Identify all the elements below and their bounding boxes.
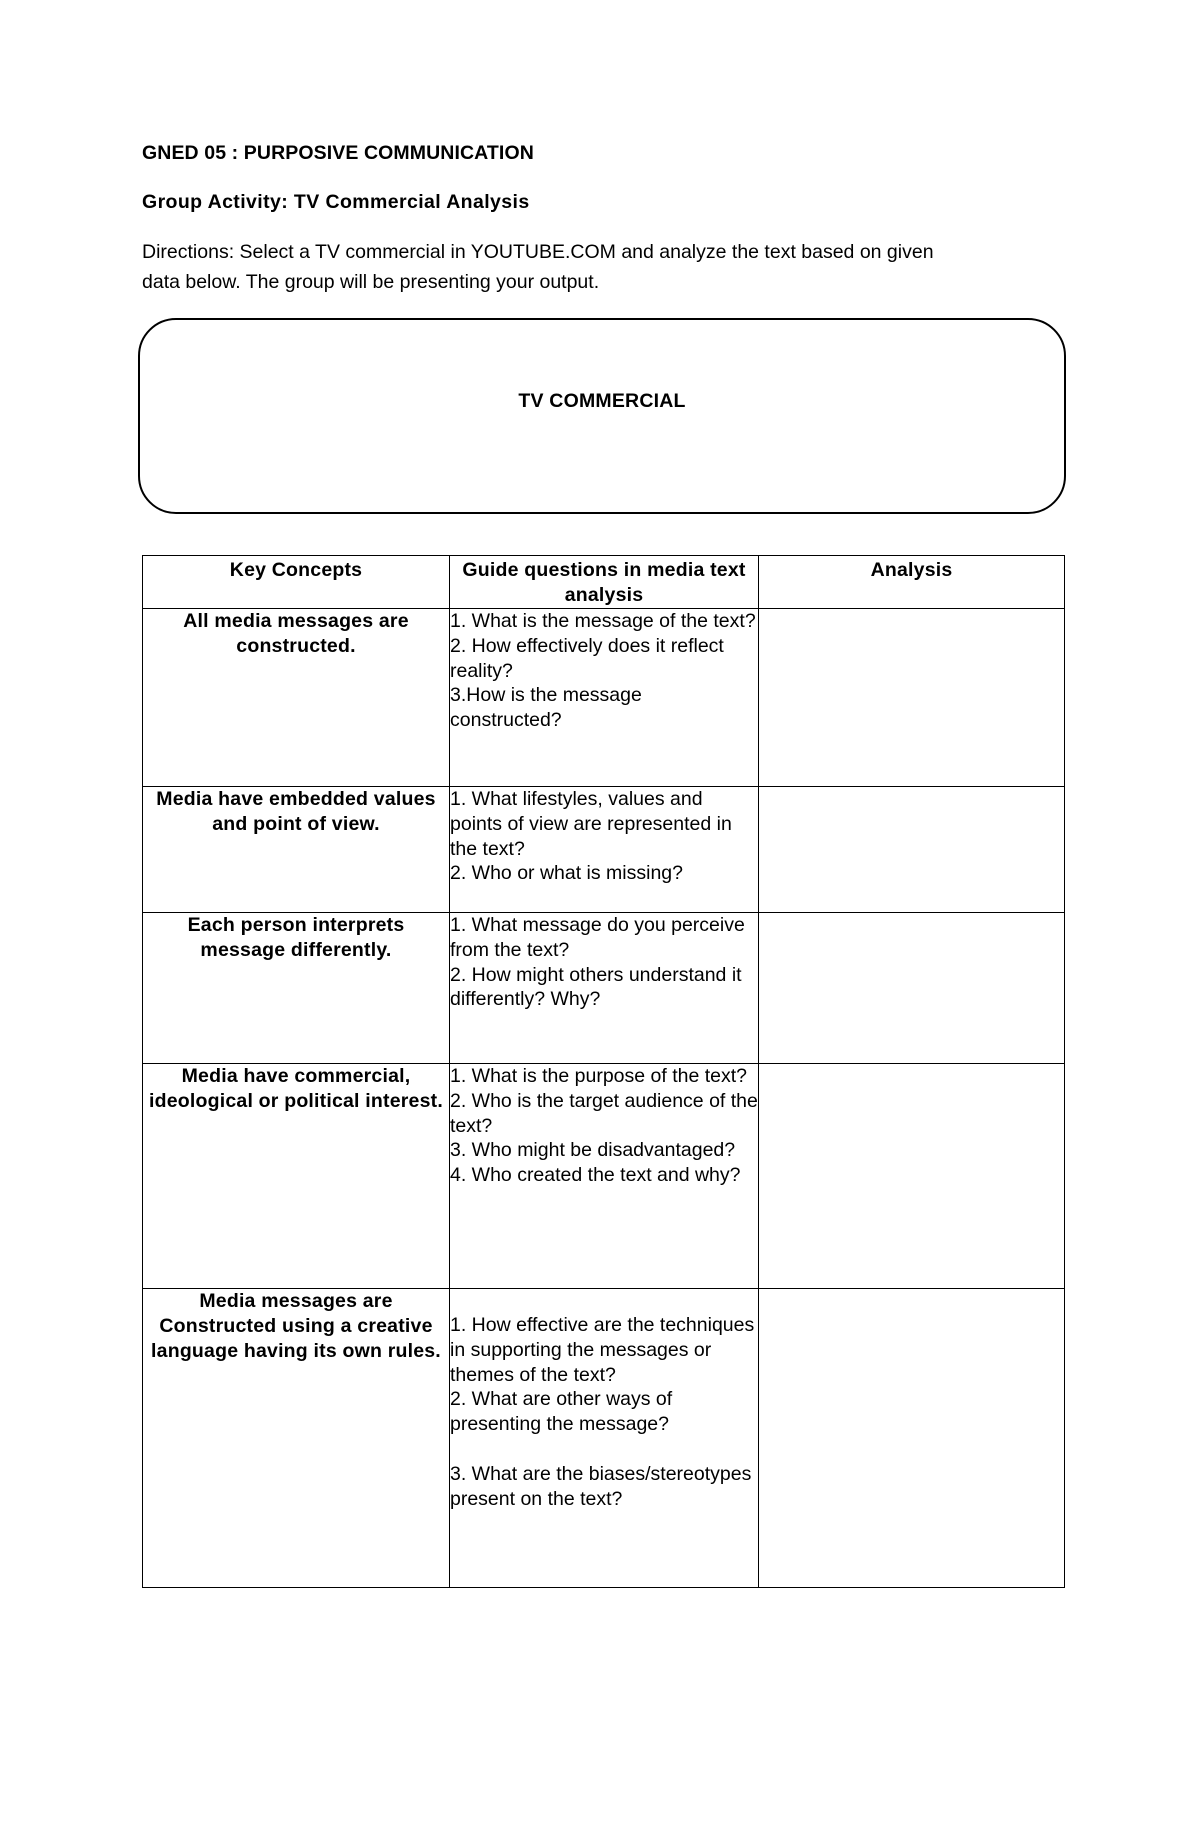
table-header-row [143, 556, 1065, 609]
activity-title: Group Activity: TV Commercial Analysis [142, 191, 530, 213]
table-row [143, 787, 1065, 913]
key-concept-cell: All media messages are constructed. [143, 609, 450, 787]
tv-commercial-box [138, 318, 1066, 514]
analysis-cell[interactable] [759, 609, 1065, 787]
guide-question: 1. What message do you perceive from the text? [450, 914, 745, 961]
directions-text [142, 237, 1042, 297]
guide-questions-cell [450, 913, 759, 1064]
header-key-concepts: Key Concepts [143, 556, 450, 609]
table-row [143, 1289, 1065, 1588]
table-row [143, 913, 1065, 1064]
guide-questions-cell [450, 1064, 759, 1289]
analysis-cell[interactable] [759, 1289, 1065, 1588]
course-title: GNED 05 : PURPOSIVE COMMUNICATION [142, 142, 534, 164]
table-row [143, 1064, 1065, 1289]
table-row [143, 609, 1065, 787]
analysis-cell[interactable] [759, 787, 1065, 913]
key-concept-cell: Media have embedded values and point of view. [143, 787, 450, 913]
analysis-cell[interactable] [759, 913, 1065, 1064]
guide-question: 1. How effective are the techniques in supporting the messages or themes of the text? [450, 1314, 755, 1386]
guide-question: 2. How effectively does it reflect reality? [450, 634, 724, 682]
guide-questions-cell [450, 1289, 759, 1588]
guide-question: 2. Who is the target audience of the text? [450, 1089, 758, 1137]
guide-question: 1. What lifestyles, values and points of view are represented in the text? [450, 788, 732, 860]
directions-line-1: Directions: Select a TV commercial in YOUTUBE.COM and analyze the text based on given [142, 241, 934, 263]
guide-question: 3.How is the message constructed? [450, 684, 642, 732]
guide-question: 1. What is the message of the text? [450, 610, 756, 632]
guide-question: 2. What are other ways of presenting the message? [450, 1388, 673, 1436]
guide-question: 3. Who might be disadvantaged? [450, 1139, 736, 1162]
header-guide-questions: Guide questions in media text analysis [450, 556, 759, 609]
guide-questions-cell [450, 787, 759, 913]
key-concept-cell: Media have commercial, ideological or political interest. [143, 1064, 450, 1289]
guide-question: 2. How might others understand it differently? Why? [450, 963, 742, 1011]
tv-commercial-label: TV COMMERCIAL [518, 390, 686, 412]
header-analysis: Analysis [759, 556, 1065, 609]
analysis-table [142, 555, 1065, 1588]
analysis-cell[interactable] [759, 1064, 1065, 1289]
key-concept-cell: Media messages are Constructed using a creative language having its own rules. [143, 1289, 450, 1588]
guide-question: 4. Who created the text and why? [450, 1164, 741, 1187]
guide-question: 3. What are the biases/stereotypes present on the text? [450, 1462, 752, 1510]
key-concept-cell: Each person interprets message differently. [143, 913, 450, 1064]
guide-question: 1. What is the purpose of the text? [450, 1065, 748, 1087]
guide-questions-cell [450, 609, 759, 787]
guide-question: 2. Who or what is missing? [450, 862, 684, 885]
directions-line-2: data below. The group will be presenting your output. [142, 271, 600, 293]
